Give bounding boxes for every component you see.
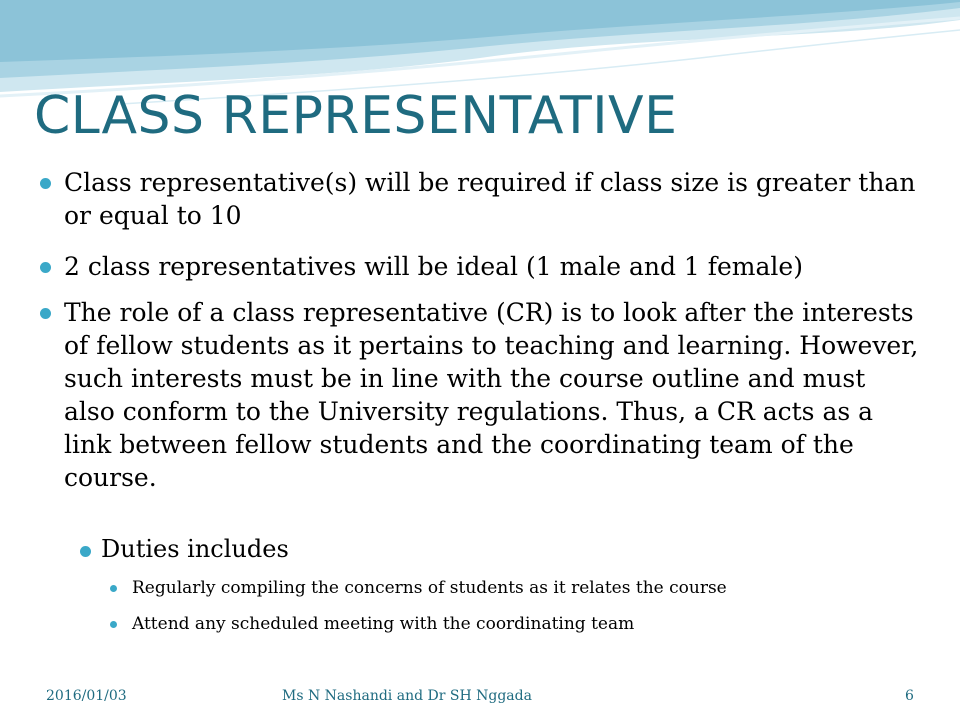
sub-sub-bullet-dot (110, 621, 117, 628)
duty-item: Attend any scheduled meeting with the coordinating team (132, 614, 635, 634)
bullet-dot (40, 178, 51, 189)
bullet-dot (40, 308, 51, 319)
bullet-item: The role of a class representative (CR) is to look after the interests of fellow students as it pertains to teaching and learning. However, such interests must be in line with the course outline and must also conform to the University regulations. Thus, a CR acts as a link between fellow students and the coordinating team of the course. (64, 298, 919, 492)
footer-date: 2016/01/03 (46, 688, 127, 704)
slide-title: CLASS REPRESENTATIVE (34, 86, 678, 146)
sub-heading: Duties includes (101, 535, 289, 563)
footer-author: Ms N Nashandi and Dr SH Nggada (282, 688, 532, 704)
bullet-dot (40, 262, 51, 273)
duty-item: Regularly compiling the concerns of students as it relates the course (132, 578, 727, 598)
bullet-item: 2 class representatives will be ideal (1 male and 1 female) (64, 252, 803, 281)
bullet-item: Class representative(s) will be required if class size is greater than or equal to 10 (64, 168, 916, 230)
sub-bullet-dot (80, 546, 91, 557)
sub-sub-bullet-dot (110, 585, 117, 592)
footer-page-number: 6 (905, 688, 914, 704)
